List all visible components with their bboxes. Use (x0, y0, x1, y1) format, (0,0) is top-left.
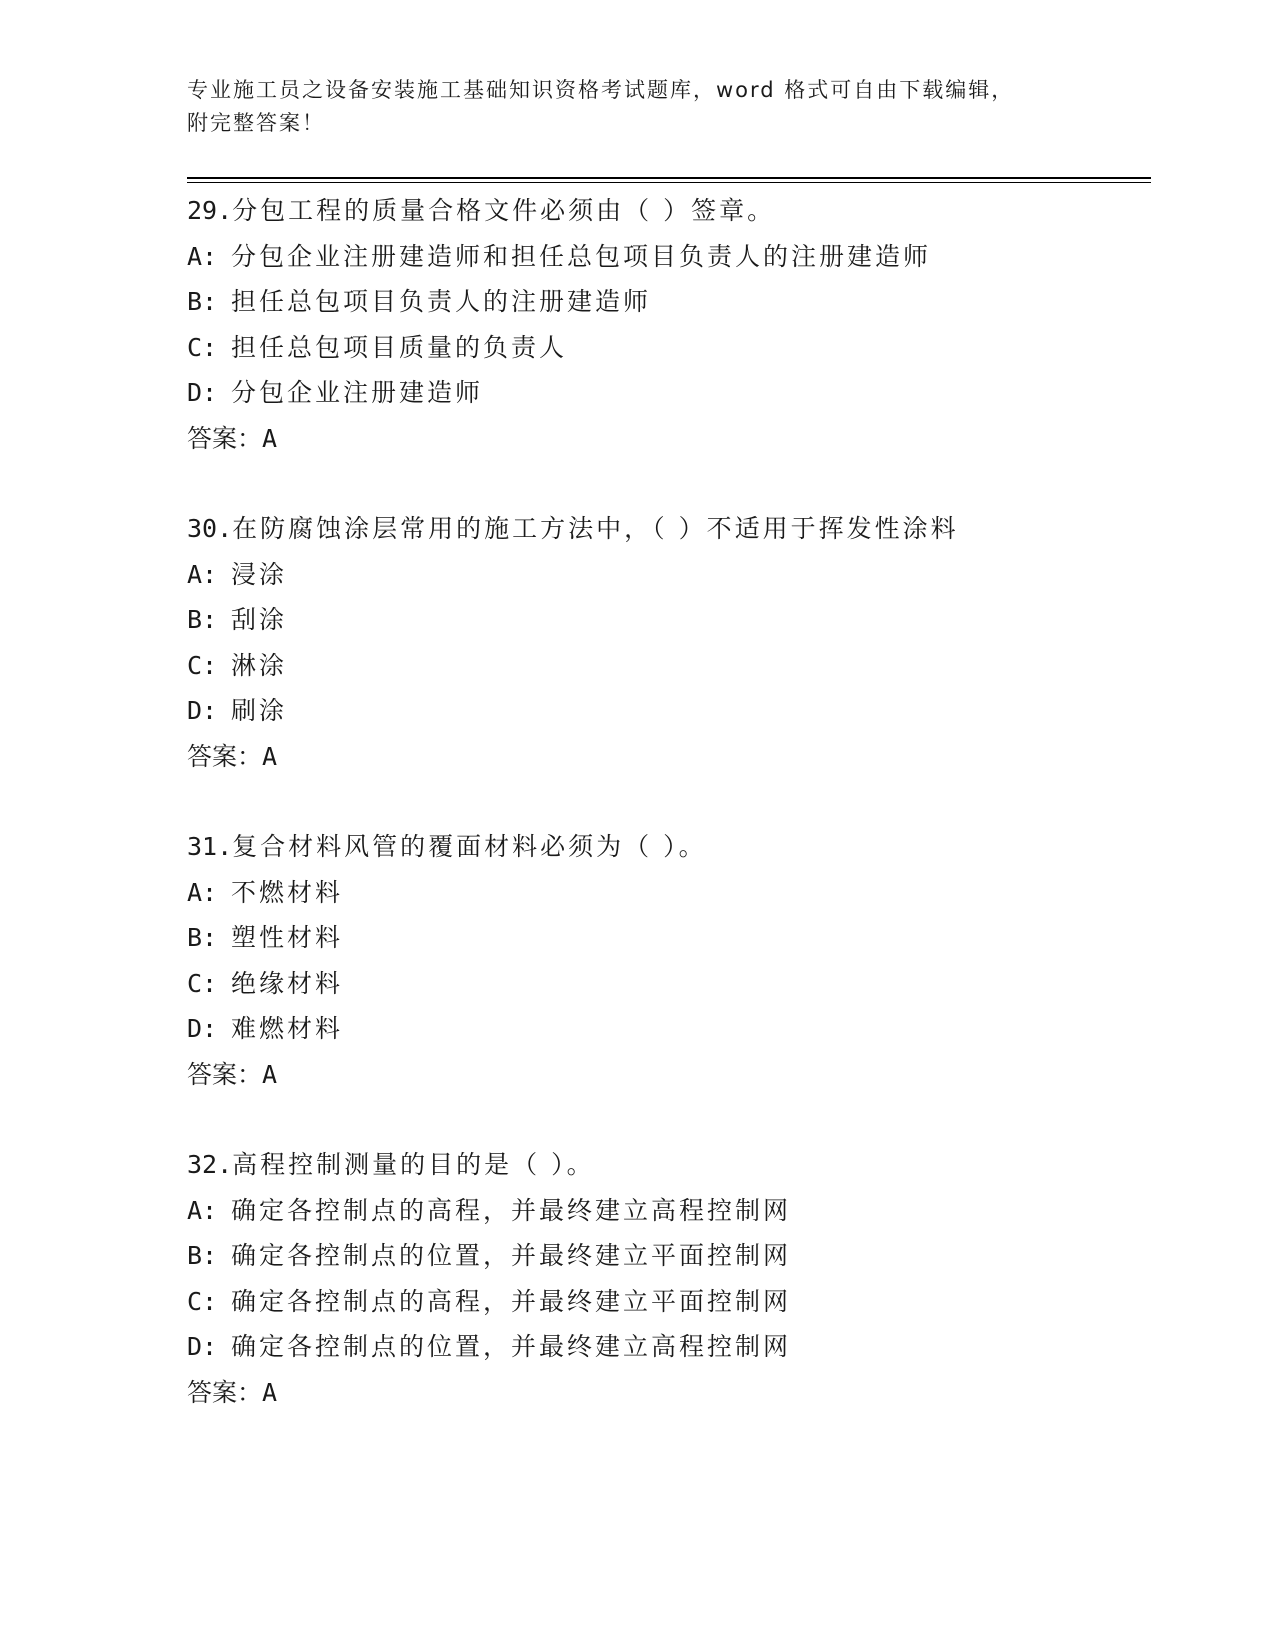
question-number: 29. (187, 196, 233, 225)
option-key: A: (187, 877, 218, 907)
option-text: 确定各控制点的高程，并最终建立高程控制网 (231, 1195, 792, 1225)
question-stem (187, 188, 1127, 234)
option-b (187, 915, 1127, 961)
answer-value: A (262, 1377, 278, 1407)
question-30 (187, 506, 1127, 824)
answer-label: 答案： (187, 1059, 263, 1089)
option-text: 分包企业注册建造师 (231, 378, 484, 407)
option-text: 担任总包项目质量的负责人 (231, 332, 568, 362)
question-31 (187, 824, 1127, 1142)
option-text: 分包企业注册建造师和担任总包项目负责人的注册建造师 (231, 241, 932, 271)
option-a (187, 870, 1127, 916)
question-text: 高程控制测量的目的是（ ）。 (232, 1150, 595, 1179)
option-key: C: (187, 968, 218, 998)
question-text: 复合材料风管的覆面材料必须为（ ）。 (232, 832, 707, 861)
header-line-2: 附完整答案！ (187, 111, 325, 135)
option-key: C: (187, 650, 218, 680)
option-key: A: (187, 241, 218, 271)
question-32 (187, 1142, 1127, 1460)
answer-label: 答案： (187, 423, 263, 453)
answer-line (187, 734, 1127, 780)
option-text: 淋涂 (231, 650, 288, 680)
option-c (187, 325, 1127, 371)
header-line-1: 专业施工员之设备安装施工基础知识资格考试题库，word 格式可自由下载编辑， (187, 78, 1015, 102)
option-key: C: (187, 1286, 218, 1316)
answer-value: A (262, 1059, 278, 1089)
option-key: D: (187, 696, 218, 725)
option-key: C: (187, 332, 218, 362)
option-text: 塑性材料 (231, 923, 344, 952)
option-key: D: (187, 1332, 218, 1361)
option-c (187, 643, 1127, 689)
option-c (187, 1279, 1127, 1325)
question-number: 30. (187, 514, 233, 543)
answer-value: A (262, 741, 278, 771)
option-b (187, 597, 1127, 643)
question-number: 32. (187, 1150, 233, 1179)
option-key: D: (187, 1014, 218, 1043)
document-header (187, 74, 1067, 140)
answer-label: 答案： (187, 741, 263, 771)
option-c (187, 961, 1127, 1007)
question-stem (187, 506, 1127, 552)
option-text: 刮涂 (231, 605, 288, 634)
option-a (187, 1188, 1127, 1234)
option-text: 浸涂 (231, 559, 288, 589)
option-b (187, 1233, 1127, 1279)
question-list (187, 188, 1127, 1460)
option-text: 刷涂 (231, 696, 288, 725)
option-text: 难燃材料 (231, 1014, 344, 1043)
option-key: B: (187, 287, 218, 316)
option-text: 确定各控制点的高程，并最终建立平面控制网 (231, 1286, 792, 1316)
header-divider-thin (187, 182, 1151, 183)
answer-value: A (262, 423, 278, 453)
option-key: B: (187, 605, 218, 634)
option-key: A: (187, 559, 218, 589)
answer-line (187, 416, 1127, 462)
option-text: 绝缘材料 (231, 968, 344, 998)
option-d (187, 370, 1127, 416)
option-key: B: (187, 923, 218, 952)
answer-line (187, 1370, 1127, 1416)
option-key: D: (187, 378, 218, 407)
header-divider-thick (187, 177, 1151, 179)
question-stem (187, 1142, 1127, 1188)
answer-label: 答案： (187, 1377, 263, 1407)
question-text: 在防腐蚀涂层常用的施工方法中，（ ）不适用于挥发性涂料 (232, 514, 959, 543)
option-d (187, 688, 1127, 734)
option-a (187, 552, 1127, 598)
question-number: 31. (187, 832, 233, 861)
option-text: 担任总包项目负责人的注册建造师 (231, 287, 652, 316)
option-d (187, 1006, 1127, 1052)
option-key: A: (187, 1195, 218, 1225)
question-29 (187, 188, 1127, 506)
option-a (187, 234, 1127, 280)
question-stem (187, 824, 1127, 870)
option-text: 确定各控制点的位置，并最终建立高程控制网 (231, 1332, 792, 1361)
option-key: B: (187, 1241, 218, 1270)
question-text: 分包工程的质量合格文件必须由（ ）签章。 (232, 196, 776, 225)
answer-line (187, 1052, 1127, 1098)
option-d (187, 1324, 1127, 1370)
option-b (187, 279, 1127, 325)
option-text: 确定各控制点的位置，并最终建立平面控制网 (231, 1241, 792, 1270)
option-text: 不燃材料 (231, 877, 344, 907)
